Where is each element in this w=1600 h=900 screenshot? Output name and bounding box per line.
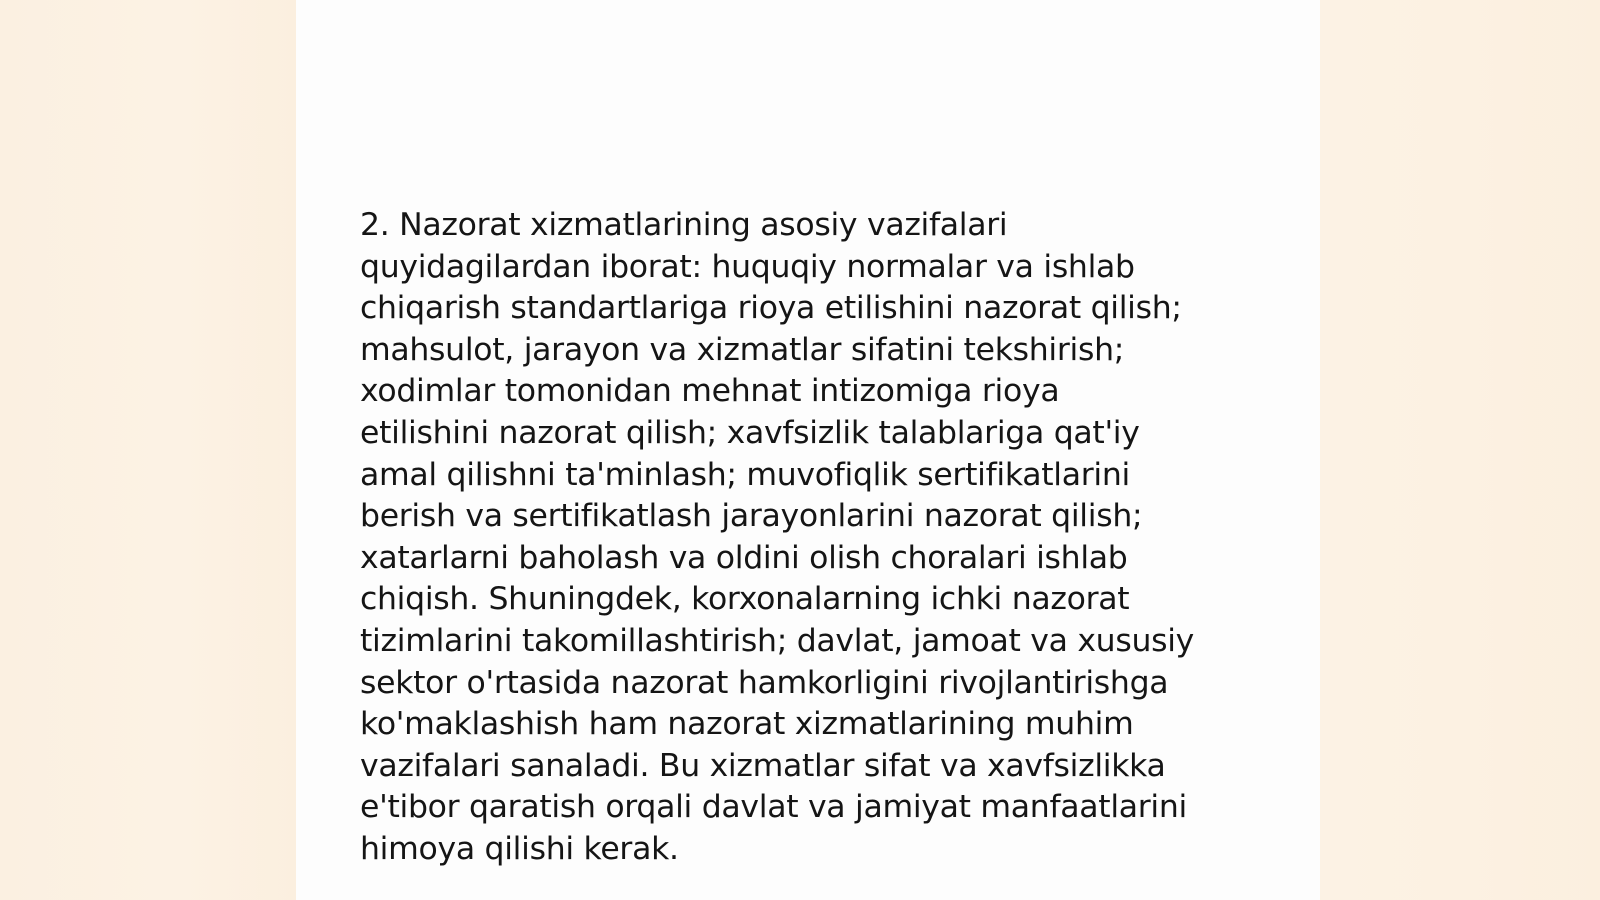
- text-line: tizimlarini takomillashtirish; davlat, jamoat va xususiy: [360, 622, 1195, 659]
- text-line: chiqarish standartlariga rioya etilishini nazorat qilish;: [360, 290, 1182, 327]
- slide-page: [296, 0, 1320, 900]
- text-line: e'tibor qaratish orqali davlat va jamiyat manfaatlarini: [360, 789, 1187, 826]
- text-line: xodimlar tomonidan mehnat intizomiga rioya: [360, 373, 1060, 410]
- text-line: 2. Nazorat xizmatlarining asosiy vazifalari: [360, 207, 1008, 243]
- text-line: vazifalari sanaladi. Bu xizmatlar sifat va xavfsizlikka: [360, 747, 1166, 784]
- text-line: sektor o'rtasida nazorat hamkorligini rivojlantirishga: [360, 664, 1169, 701]
- text-line: xatarlarni baholash va oldini olish choralari ishlab: [360, 539, 1128, 576]
- text-line: chiqish. Shuningdek, korxonalarning ichki nazorat: [360, 581, 1130, 618]
- text-line: berish va sertifikatlash jarayonlarini nazorat qilish;: [360, 498, 1143, 535]
- text-line: quyidagilardan iborat: huquqiy normalar va ishlab: [360, 248, 1135, 285]
- right-background: [1320, 0, 1600, 900]
- text-line: etilishini nazorat qilish; xavfsizlik talablariga qat'iy: [360, 414, 1140, 451]
- left-background: [0, 0, 296, 900]
- slide-body-text: [360, 205, 1240, 871]
- text-line: amal qilishni ta'minlash; muvofiqlik sertifikatlarini: [360, 456, 1130, 493]
- text-line: himoya qilishi kerak.: [360, 830, 679, 867]
- text-line: mahsulot, jarayon va xizmatlar sifatini tekshirish;: [360, 331, 1125, 368]
- text-line: ko'maklashish ham nazorat xizmatlarining muhim: [360, 706, 1134, 743]
